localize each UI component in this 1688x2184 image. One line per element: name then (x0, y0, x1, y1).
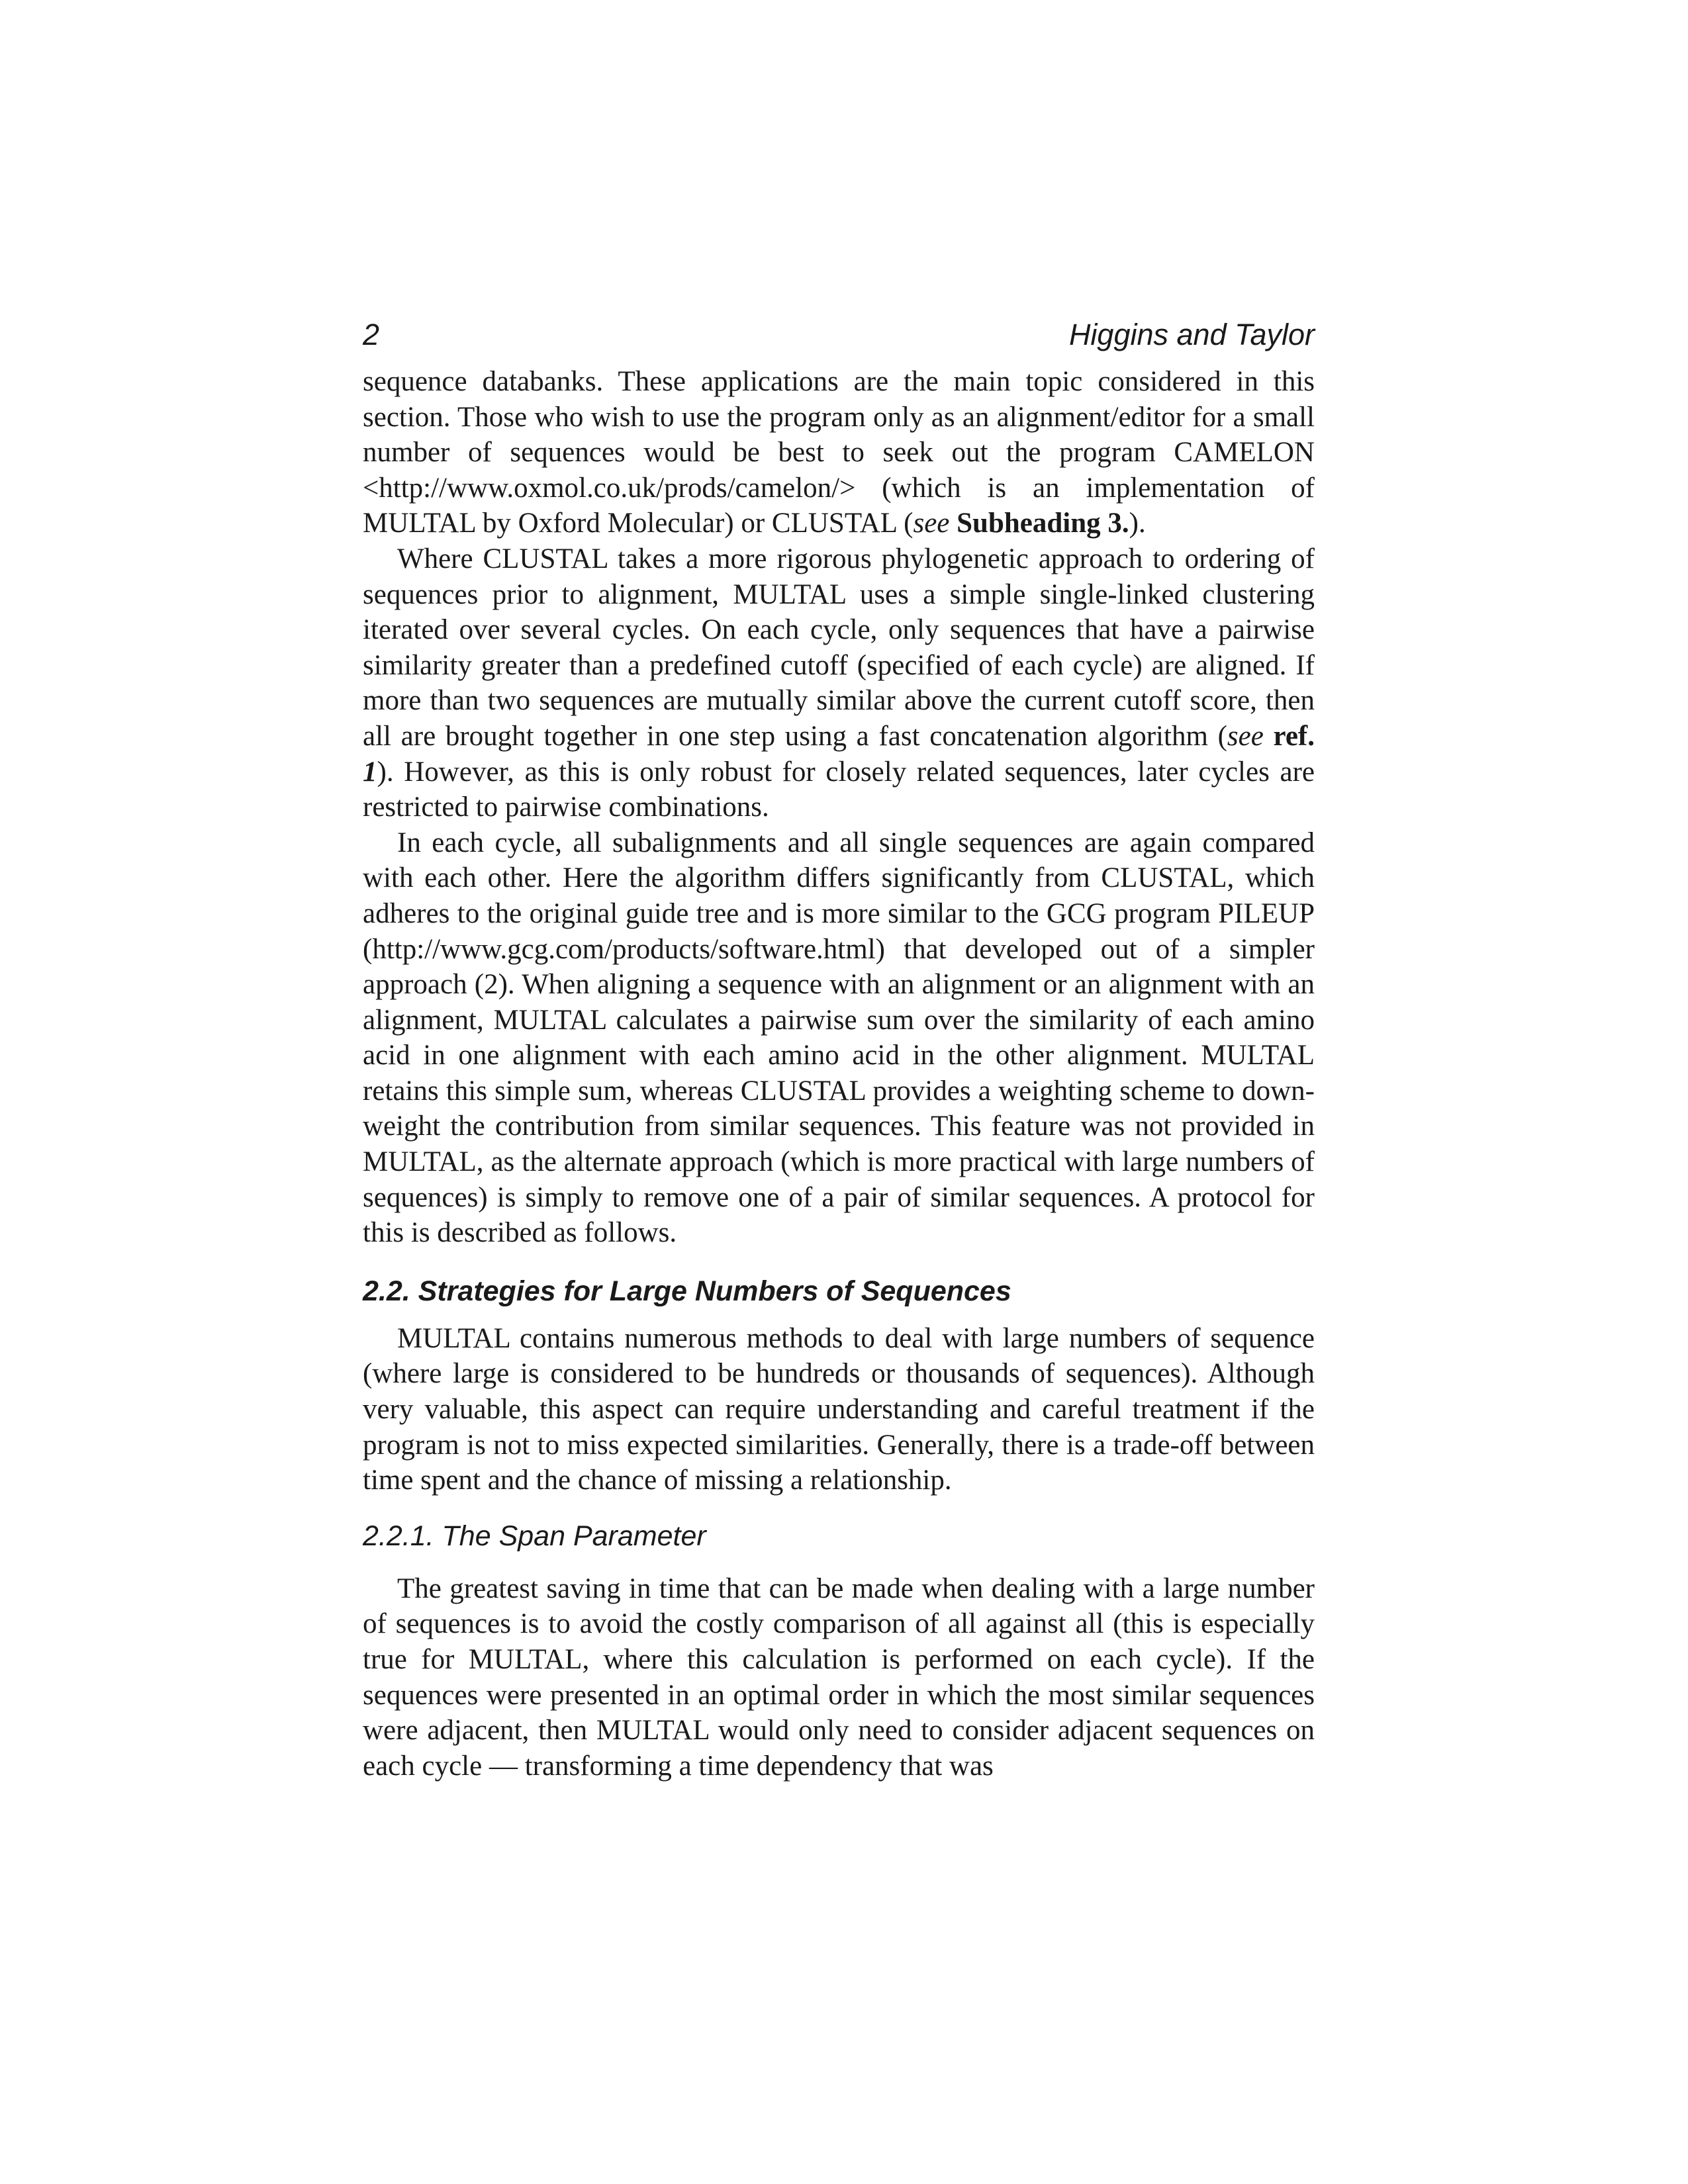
paragraph-1: sequence databanks. These applications are the main topic considered in this section. Those who wish to use the program only as an alignment/editor for a small number of sequences would be best to seek out the program CAMELON <http://www.oxmol.co.uk/prods/camelon/> (which is an implementation of MULTAL by Oxford Molecular) or CLUSTAL (see Subheading 3.). (363, 366, 1315, 539)
paragraph-2: Where CLUSTAL takes a more rigorous phylogenetic approach to ordering of sequences prior to alignment, MULTAL uses a simple single-linked clustering iterated over several cycles. On each cycle, only sequences that have a pairwise similarity greater than a predefined cutoff (specified of each cycle) are aligned. If more than two sequences are mutually similar above the current cutoff score, then all are brought together in one step using a fast concatenation algorithm (see ref. 1). However, as this is only robust for closely related sequences, later cycles are restricted to pairwise combinations. (363, 543, 1315, 823)
section-heading-2-2: 2.2. Strategies for Large Numbers of Sequences (363, 1275, 1011, 1307)
running-header (363, 318, 1315, 364)
paragraph-3: In each cycle, all subalignments and all single sequences are again compared with each other. Here the algorithm differs significantly from CLUSTAL, which adheres to the original guide tree and is more similar to the GCG program PILEUP (http://www.gcg.com/products/software.html) that developed out of a simpler approach (2). When aligning a sequence with an alignment or an alignment with an alignment, MULTAL calculates a pairwise sum over the similarity of each amino acid in one alignment with each amino acid in the other alignment. MULTAL retains this simple sum, whereas CLUSTAL provides a weighting scheme to down-weight the contribution from similar sequences. This feature was not provided in MULTAL, as the alternate approach (which is more practical with large numbers of sequences) is simply to remove one of a pair of similar sequences. A protocol for this is described as follows. (363, 827, 1315, 1249)
section-heading-2-2-1: 2.2.1. The Span Parameter (363, 1520, 706, 1552)
document-page (363, 318, 1315, 1784)
page-number: 2 (363, 318, 380, 351)
body-text (363, 364, 1315, 1784)
paragraph-4: MULTAL contains numerous methods to deal with large numbers of sequence (where large is considered to be hundreds or thousands of sequences). Although very valuable, this aspect can require understanding and careful treatment if the program is not to miss expected similarities. Generally, there is a trade-off between time spent and the chance of missing a relationship. (363, 1322, 1315, 1496)
paragraph-5: The greatest saving in time that can be made when dealing with a large number of sequences is to avoid the costly comparison of all against all (this is especially true for MULTAL, where this calculation is performed on each cycle). If the sequences were presented in an optimal order in which the most similar sequences were adjacent, then MULTAL would only need to consider adjacent sequences on each cycle — transforming a time dependency that was (363, 1572, 1315, 1782)
running-title: Higgins and Taylor (1068, 318, 1315, 351)
